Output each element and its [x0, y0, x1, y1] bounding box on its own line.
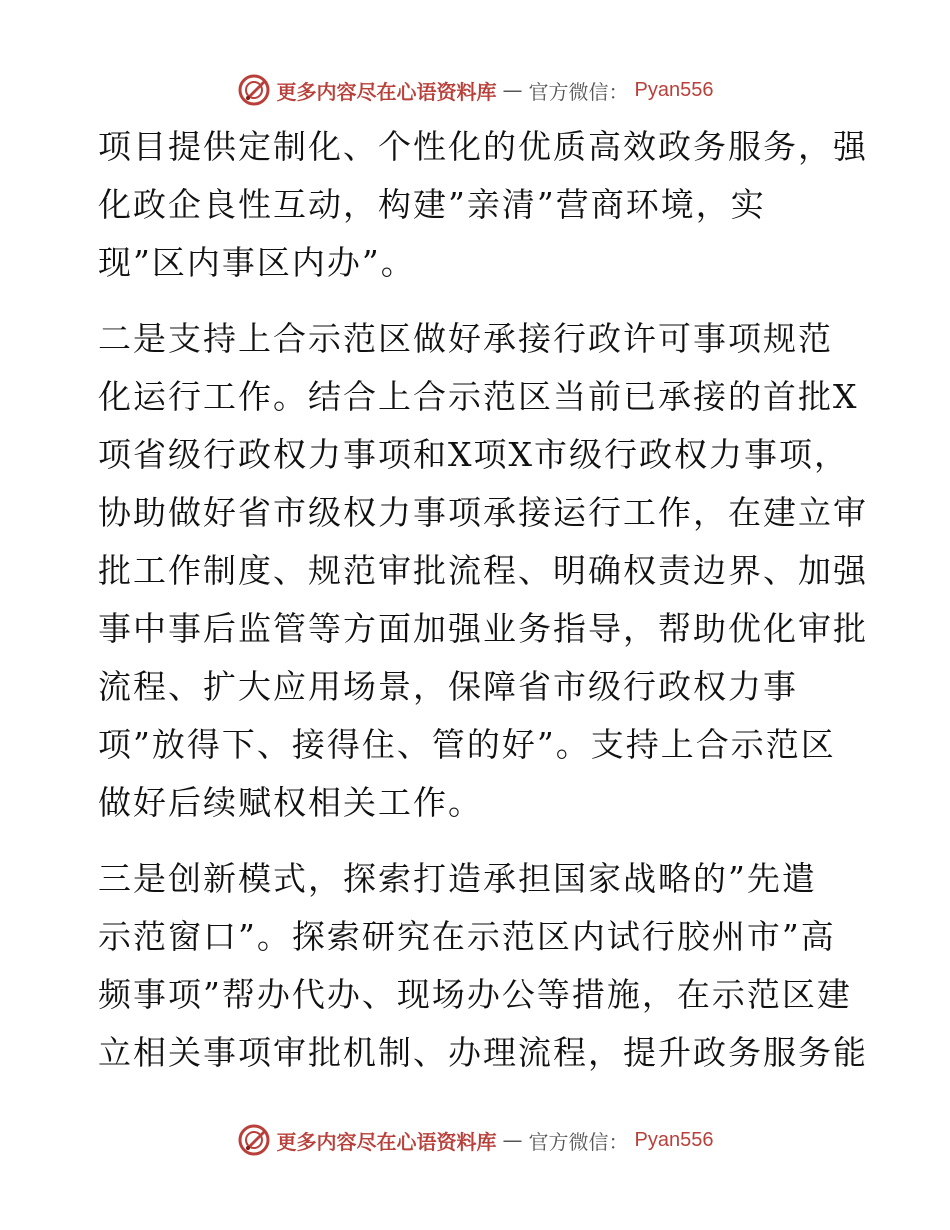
- document-body: [98, 118, 868, 1082]
- text-line: 事中事后监管等方面加强业务指导，帮助优化审批: [98, 609, 868, 648]
- text-line: 二是支持上合示范区做好承接行政许可事项规范: [98, 319, 833, 358]
- footer-banner: [0, 1120, 950, 1160]
- brand-text: 更多内容尽在心语资料库: [276, 79, 497, 104]
- wechat-id: Pyan556: [634, 78, 714, 101]
- brand-logo-icon: [237, 1123, 271, 1157]
- wechat-label: 官方微信：: [528, 1129, 629, 1154]
- text-line: 化运行工作。结合上合示范区当前已承接的首批X: [98, 377, 859, 416]
- text-line: 协助做好省市级权力事项承接运行工作，在建立审: [98, 493, 868, 532]
- text-line: 化政企良性互动，构建”亲清”营商环境，实: [98, 185, 766, 224]
- paragraph-1: [98, 118, 868, 292]
- banner-separator: —: [502, 78, 523, 102]
- text-line: 做好后续赋权相关工作。: [98, 783, 483, 822]
- text-line: 批工作制度、规范审批流程、明确权责边界、加强: [98, 551, 868, 590]
- text-line: 现”区内事区内办”。: [98, 243, 416, 282]
- text-line: 三是创新模式，探索打造承担国家战略的”先遣: [98, 859, 817, 898]
- brand-text: 更多内容尽在心语资料库: [276, 1129, 497, 1154]
- text-line: 项”放得下、接得住、管的好”。支持上合示范区: [98, 725, 836, 764]
- banner-separator: —: [502, 1128, 523, 1152]
- header-banner: [0, 70, 950, 110]
- paragraph-3: [98, 850, 868, 1082]
- paragraph-2: [98, 310, 868, 832]
- text-line: 频事项”帮办代办、现场办公等措施，在示范区建: [98, 975, 852, 1014]
- brand-logo-icon: [237, 73, 271, 107]
- wechat-label: 官方微信：: [528, 79, 629, 104]
- text-line: 示范窗口”。探索研究在示范区内试行胶州市”高: [98, 917, 836, 956]
- text-line: 项省级行政权力事项和X项X市级行政权力事项，: [98, 435, 849, 474]
- text-line: 立相关事项审批机制、办理流程，提升政务服务能: [98, 1033, 868, 1072]
- text-line: 项目提供定制化、个性化的优质高效政务服务，强: [98, 127, 868, 166]
- text-line: 流程、扩大应用场景，保障省市级行政权力事: [98, 667, 798, 706]
- wechat-id: Pyan556: [634, 1128, 714, 1151]
